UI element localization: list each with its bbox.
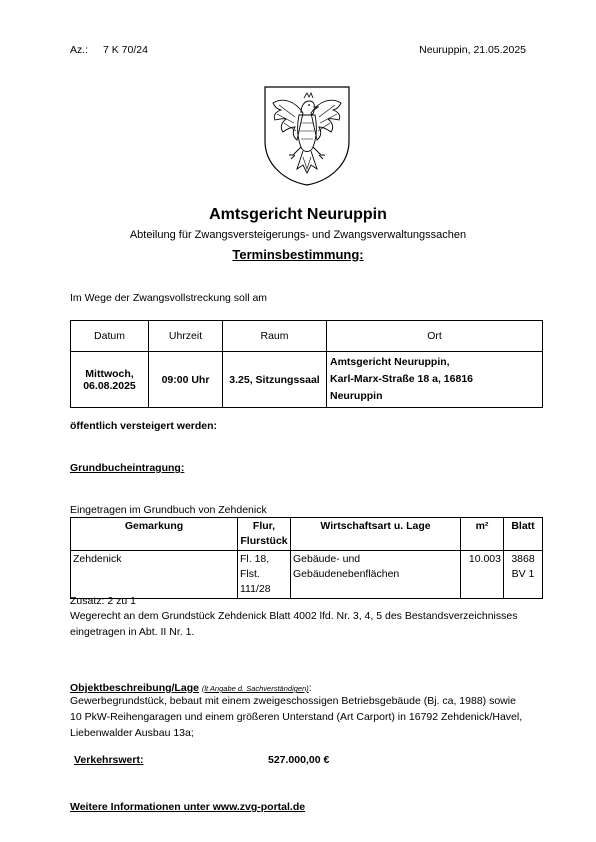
zusatz-text — [70, 609, 548, 640]
flur-line-3: 111/28 — [240, 583, 271, 595]
date-weekday: Mittwoch, — [85, 367, 134, 380]
court-department: Abteilung für Zwangsversteigerungs- und Zwangsverwaltungssachen — [129, 229, 467, 241]
header-flur — [238, 518, 291, 551]
land-register-intro: Eingetragen im Grundbuch von Zehdenick — [70, 504, 267, 516]
place-line-2: Karl-Marx-Straße 18 a, 16816 — [330, 373, 473, 385]
object-line-3: Liebenwalder Ausbau 13a; — [70, 726, 194, 739]
header-blatt: Blatt — [504, 518, 543, 551]
flur-line-2: Flst. — [240, 568, 260, 580]
blatt-line-1: 3868 — [511, 553, 535, 565]
header-qm: m² — [461, 518, 504, 551]
date-value: 06.08.2025 — [83, 379, 136, 392]
object-line-2: 10 PkW-Reihengaragen und einem größeren Unterstand (Art Carport) in 16792 Zehdenick/Havel, — [70, 710, 523, 723]
land-row — [71, 551, 543, 599]
market-value-label: Verkehrswert: — [74, 754, 144, 766]
auction-statement: öffentlich versteigert werden: — [70, 420, 218, 432]
land-register-table — [70, 517, 543, 599]
object-heading — [70, 682, 312, 694]
schedule-place — [327, 352, 543, 408]
place-date: Neuruppin, 21.05.2025 — [419, 44, 526, 56]
header-wirtschaftsart: Wirtschaftsart u. Lage — [291, 518, 461, 551]
court-title: Amtsgericht Neuruppin — [209, 206, 387, 223]
market-value: 527.000,00 € — [268, 754, 330, 766]
case-number: 7 K 70/24 — [103, 44, 148, 56]
header-flur-line-2: Flurstück — [240, 535, 288, 547]
land-header-row — [71, 518, 543, 551]
cell-gemarkung: Zehdenick — [71, 551, 238, 599]
cell-wirtschaftsart — [291, 551, 461, 599]
header-flur-line-1: Flur, — [252, 520, 276, 532]
land-register-heading: Grundbucheintragung: — [70, 462, 185, 474]
case-number-label: Az.: — [70, 44, 89, 56]
cell-blatt — [504, 551, 543, 599]
more-info-link[interactable]: Weitere Informationen unter www.zvg-portal.de — [70, 801, 306, 813]
place-line-1: Amtsgericht Neuruppin, — [330, 356, 450, 368]
object-heading-note: (lt Angabe d. Sachverständigen) — [201, 684, 309, 693]
schedule-date — [71, 352, 149, 408]
object-description — [70, 694, 548, 741]
schedule-time: 09:00 Uhr — [149, 352, 223, 408]
wirtschaftsart-line-1: Gebäude- und — [293, 553, 361, 565]
header-place: Ort — [327, 321, 543, 352]
header-room: Raum — [223, 321, 327, 352]
flur-line-1: Fl. 18, — [240, 553, 270, 565]
zusatz-line-2: eingetragen in Abt. II Nr. 1. — [70, 625, 195, 638]
place-line-3: Neuruppin — [330, 390, 383, 402]
schedule-room: 3.25, Sitzungssaal — [223, 352, 327, 408]
document-title: Terminsbestimmung: — [232, 247, 364, 262]
wirtschaftsart-line-2: Gebäudenebenflächen — [293, 568, 400, 580]
intro-text: Im Wege der Zwangsvollstreckung soll am — [70, 292, 268, 304]
schedule-table — [70, 320, 543, 408]
header-date: Datum — [71, 321, 149, 352]
object-heading-colon: : — [308, 682, 312, 694]
schedule-header-row — [71, 321, 543, 352]
object-heading-title: Objektbeschreibung/Lage — [70, 682, 199, 694]
zusatz-label: Zusatz: 2 zu 1 — [70, 595, 136, 607]
cell-flur — [238, 551, 291, 599]
blatt-line-2: BV 1 — [511, 568, 535, 580]
cell-qm: 10.003 — [461, 551, 504, 599]
header-gemarkung: Gemarkung — [71, 518, 238, 551]
coat-of-arms-eagle-icon — [261, 83, 353, 187]
schedule-row — [71, 352, 543, 408]
header-time: Uhrzeit — [149, 321, 223, 352]
zusatz-line-1: Wegerecht an dem Grundstück Zehdenick Blatt 4002 lfd. Nr. 3, 4, 5 des Bestandsverzeichnisses — [70, 610, 518, 622]
object-line-1: Gewerbegrundstück, bebaut mit einem zweigeschossigen Betriebsgebäude (Bj. ca, 1988) sowie — [70, 695, 516, 707]
